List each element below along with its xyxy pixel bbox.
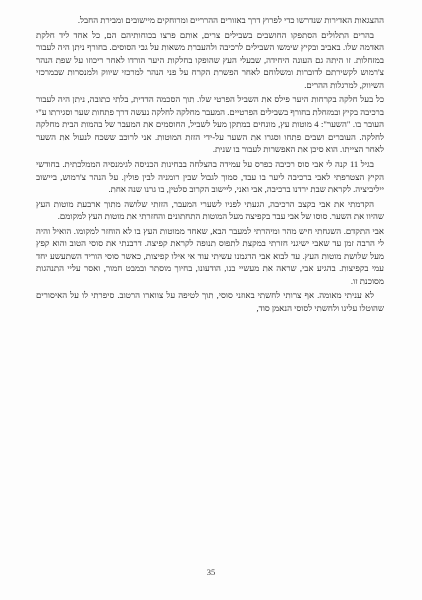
body-text [36,14,384,315]
paragraph-2: בהרים התלולים הסתפקו החושבים בשבילים צרים, אותם פרצו בכוחותיהם הם, כל אחד ליד חלקת האדמה שלו. באביב ובקיץ שימשו השבילים לרכיבה ולהעברת משאות על גבי הסוסים. בחורף ניתן היה לעבור במזחלות. זו היתה גם העונה היחידה, שבעלי העץ שהופקו בחלקות היער הורדו לאחר ריכוזו על שפת הנהר צ'רמוש לקשירתם לדוברות ומשלוחם לאחר הפשרת הקרח על פני הנהר למרכזי שיווק ולמנסרות שבמרכזי השיווק, למרגלות ההרים. [36,29,384,90]
page-number: 35 [206,567,216,577]
paragraph-1: ההצגאות האדירות שנדרשו כדי לפרוץ דרך באזורים ההרריים ומרוחקים מיישובים ומבירת החבל. [77,15,384,25]
paragraph-6: אבי התקדם. השגחתי חיש מהר ומיהרתי למעבר הבא, שאחד ממוטות העץ בו לא הוחזר למקומו. הואיל והיה לי הרבה זמן עד שאבי ישיגני חזרתי במקצת לתפוס תנופה לקראת קפיצה. דרבנתי את סוסי הטוב והוא קפץ מעל שלושת מוטות העץ. עד לבוא אבי הדגמנו עשיתי עוד אי אילו קפיצות, כאשר סוסי הוריד השתעשע יחד עמי בקפיצות. בהגיע אבי, שראה את מעשיי בנו, הודעונו, בחיוך מוסתר ובמבט חמור, ואסר עליי התנהגות מסוכנת זו. [36,225,384,286]
paragraph-3: כל בעל חלקה בקרחות היער פילס את השביל הפרטי שלו. תוך הסכמה הדדית, בלתי כתובה, ניתן היה לעבור ברכיבה בקיץ ובמזחלת בחורף בשבילים הפרטיים. המעבר מחלקה לחלקה נעשה דרך פתחות שער וסגירתו ע"י העובר בו. "השער": 4 מוטות עץ, מונחים במתקן מעל לשביל, החוסמים את המעבר של בהמות הבית מחלקה לחלקה. העוברים ושבים פתחו וסגרו את השער על-ידי הזזת המוטות. אני לרוכב ששכח לנעול את השער לאחר הצייתו. הוא סיכן את האפשרות לעבור בו שנית. [36,94,384,155]
paragraph-5: הקדמתי את אבי בקצב הרכיבה, הגעתי לפניו לשערי המעבר, הזזתי שלושה מתוך ארבעת מוטות העץ שהיוו את השער. סוסו של אבי עבר בקפיצה מעל המוטות התחתונים והחזרתי את מוטות העץ למקומם. [36,198,384,222]
paragraph-4: בגיל 11 קנה לי אבי סוס רכיבה כפרס על עמידה בהצלחה בבחינות הכניסה לגימנסיה הממלכתית. בחודשי הקיץ הצטרפתי לאבי ברכיבה ליער בו עבד, סמוך לגבול שבין רומניה לבין פולין. על הנהר צ'רמוש, ביישוב ייליביציה. לקראת שבת ירדנו ברכיבה, אבי ואני, ליישוב הקרוב סלטין, בו גרנו שנה אחת. [36,159,384,195]
paragraph-7: לא עניתי מאומה. אף צרותי לחשתי באוזני סוסי, תוך לטיפה על צווארו הרטוב. סיפרתי לו על האיסורים שהוטלו עלינו ולחשתי לסוסי הנאמן סוד, [36,290,384,314]
